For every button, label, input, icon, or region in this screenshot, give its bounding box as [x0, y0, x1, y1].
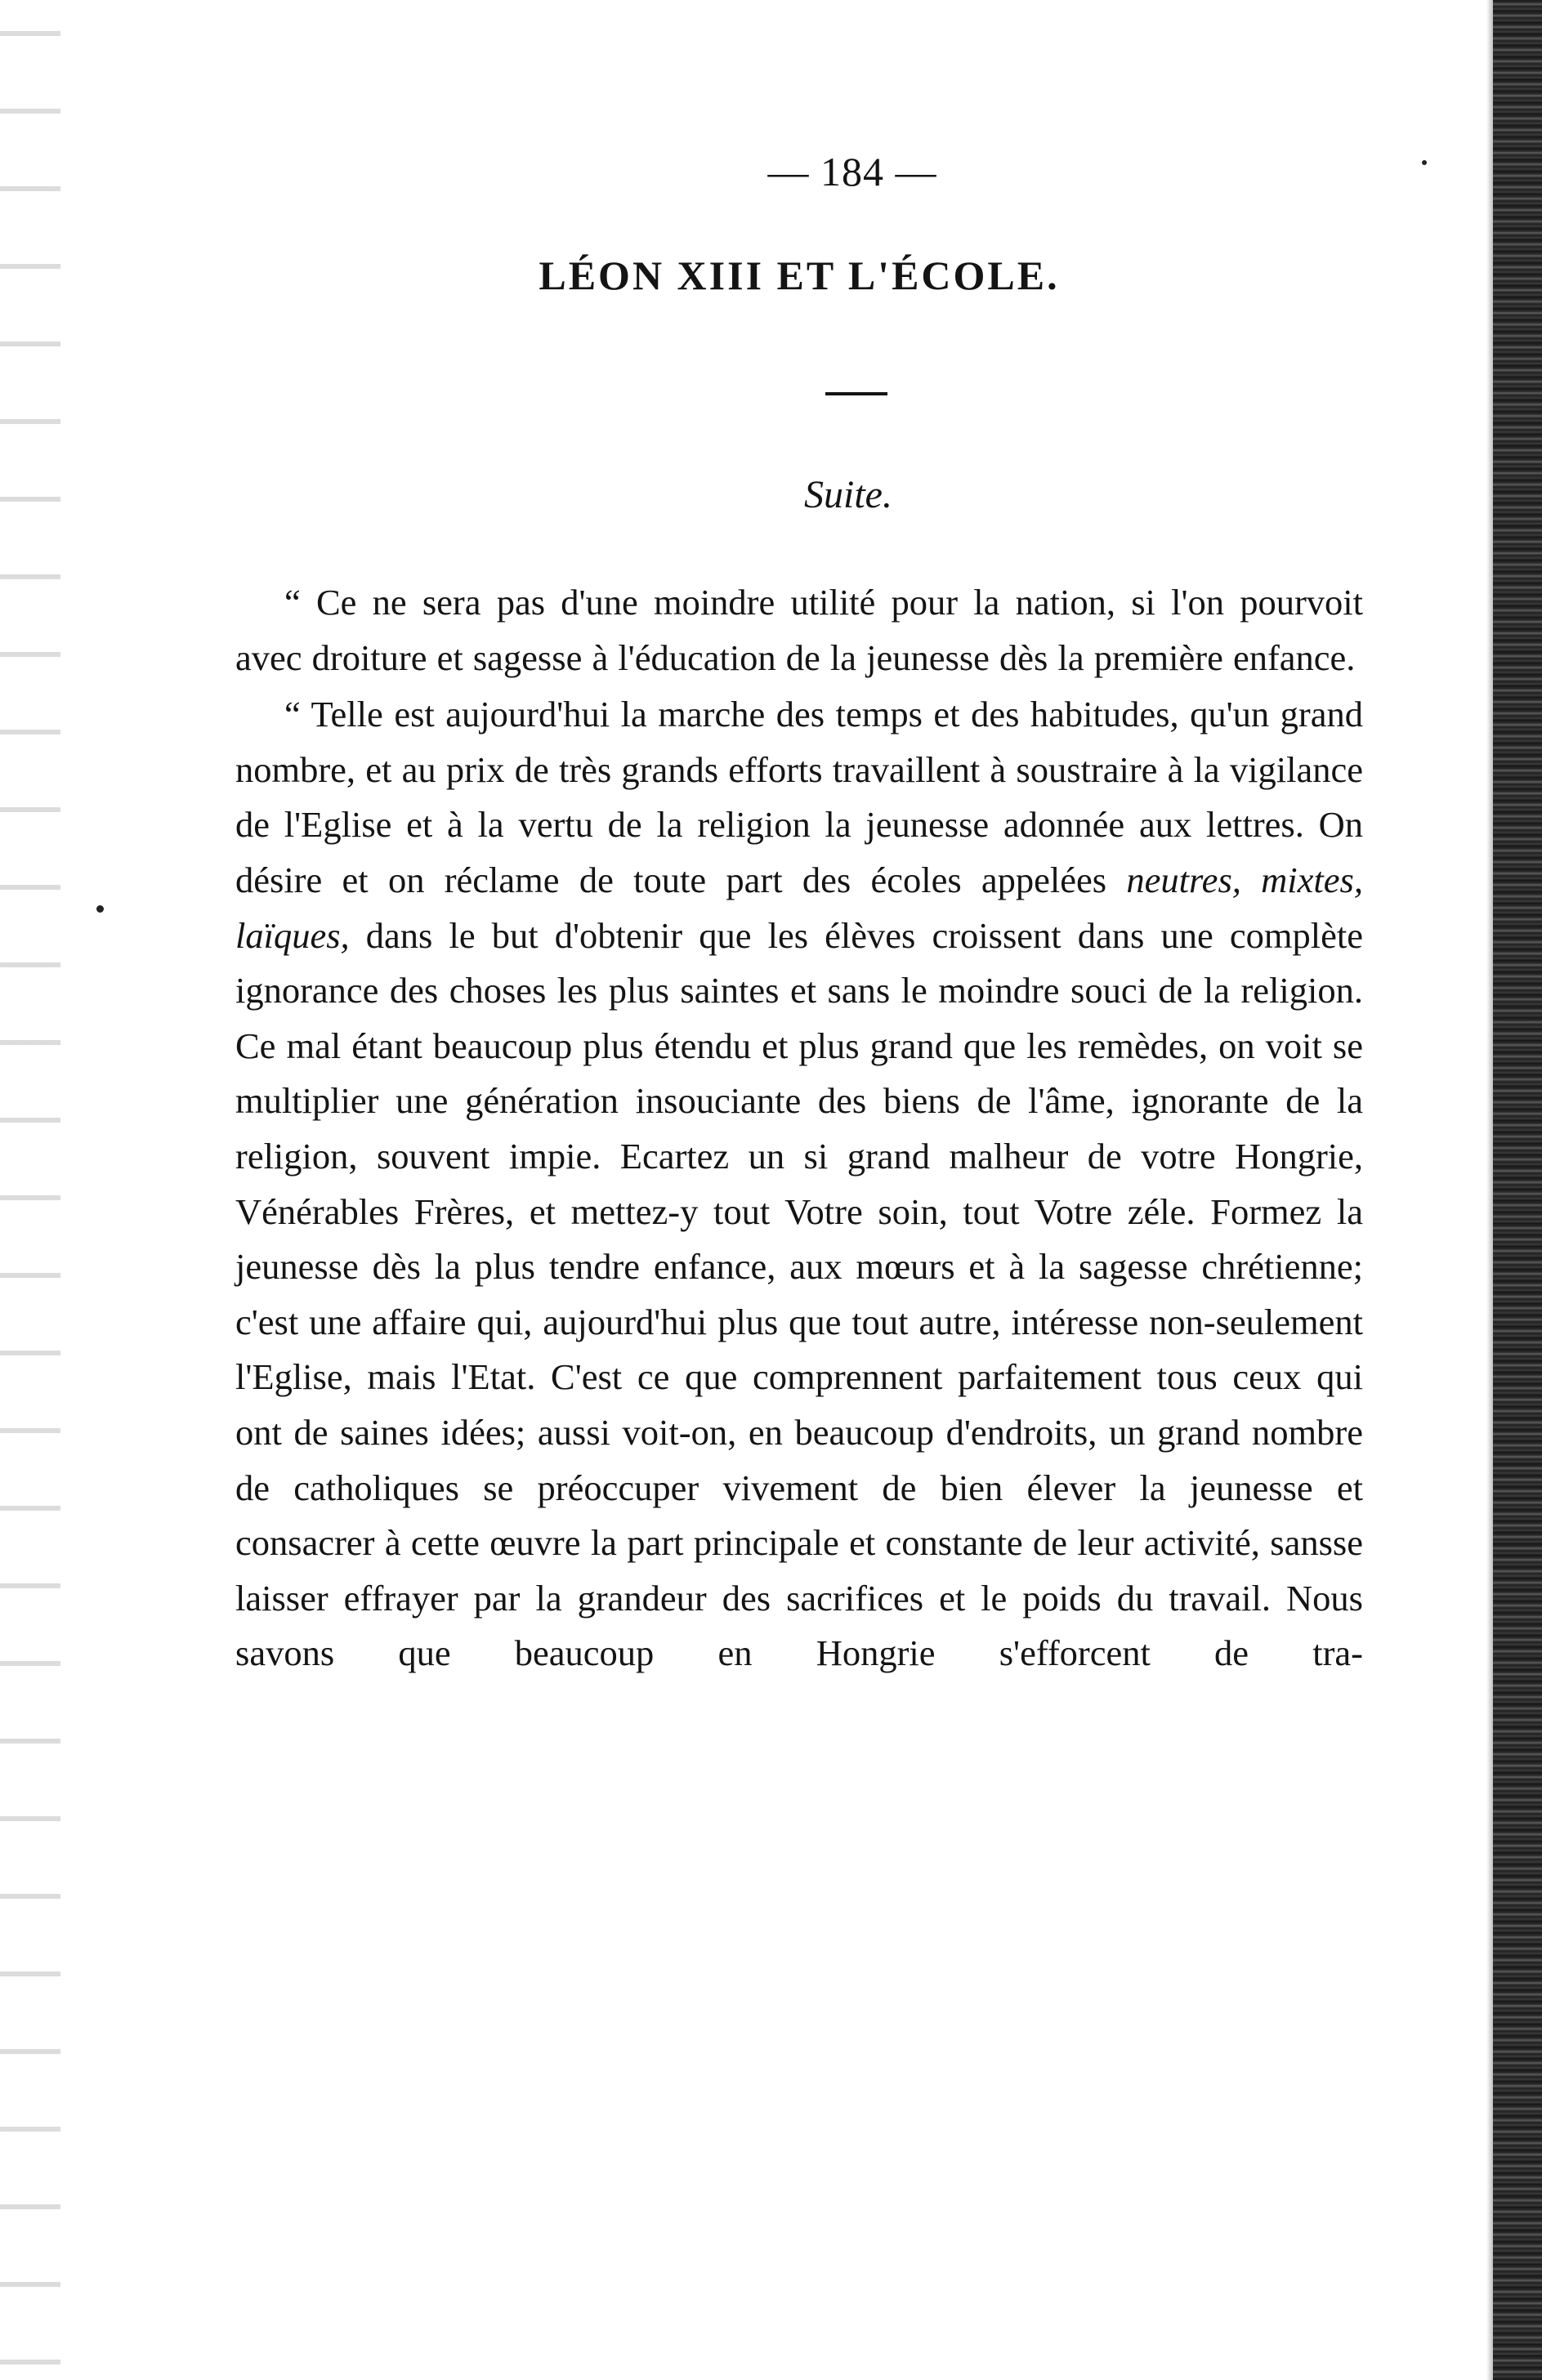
left-binding-gutter: [0, 0, 60, 2380]
section-subtitle: Suite.: [804, 473, 892, 516]
print-speck: [1422, 160, 1427, 165]
page-number: — 184 —: [767, 149, 937, 194]
italic-school-types: neutres, mixtes, laïques,: [235, 859, 1363, 956]
paragraph-2-text-start: “ Telle est aujourd'hui la marche des temps et des habitudes, qu'un grand nombre, et au prix de très grands efforts travaillent à soustraire à la vigilance de l'Eglise et à la vertu de la religion la jeunesse adonnée aux lettres. On désire et on réclame de toute part des écoles appelées: [235, 694, 1363, 900]
print-speck: [96, 905, 104, 913]
paragraph-2-text-end: dans le but d'obtenir que les élèves croissent dans une complète ignorance des choses les plus saintes et sans le moindre souci de la religion. Ce mal étant beaucoup plus étendu et plus grand que les remèdes, on voit se multiplier une génération insouciante des biens de l'âme, ignorante de la religion, souvent impie. Ecartez un si grand malheur de votre Hongrie, Vénérables Frères, et mettez-y tout Votre soin, tout Votre zéle. Formez la jeunesse dès la plus tendre enfance, aux mœurs et à la sagesse chrétienne; c'est une affaire qui, aujourd'hui plus que tout autre, intéresse non-seulement l'Eglise, mais l'Etat. C'est ce que comprennent parfaitement tous ceux qui ont de saines idées; aussi voit-on, en beaucoup d'endroits, un grand nombre de catholiques se préoccuper vivement de bien élever la jeunesse et consacrer à cette œuvre la part principale et constante de leur activité, sansse laisser effrayer par la grandeur des sacrifices et le poids du travail. Nous savons que beaucoup en Hongrie s'efforcent de tra-: [235, 914, 1363, 1674]
chapter-title: LÉON XIII ET L'ÉCOLE.: [539, 252, 1060, 298]
body-text: [235, 575, 1363, 1681]
right-page-edge: [1493, 0, 1542, 2380]
right-page-shadow: [1486, 0, 1493, 2380]
paragraph-1: “ Ce ne sera pas d'une moindre utilité pour la nation, si l'on pourvoit avec droiture et sagesse à l'éducation de la jeunesse dès la première enfance.: [235, 582, 1363, 678]
text-block: [235, 139, 1363, 1681]
paragraph-2: [235, 687, 1363, 1681]
title-rule: [825, 392, 887, 395]
